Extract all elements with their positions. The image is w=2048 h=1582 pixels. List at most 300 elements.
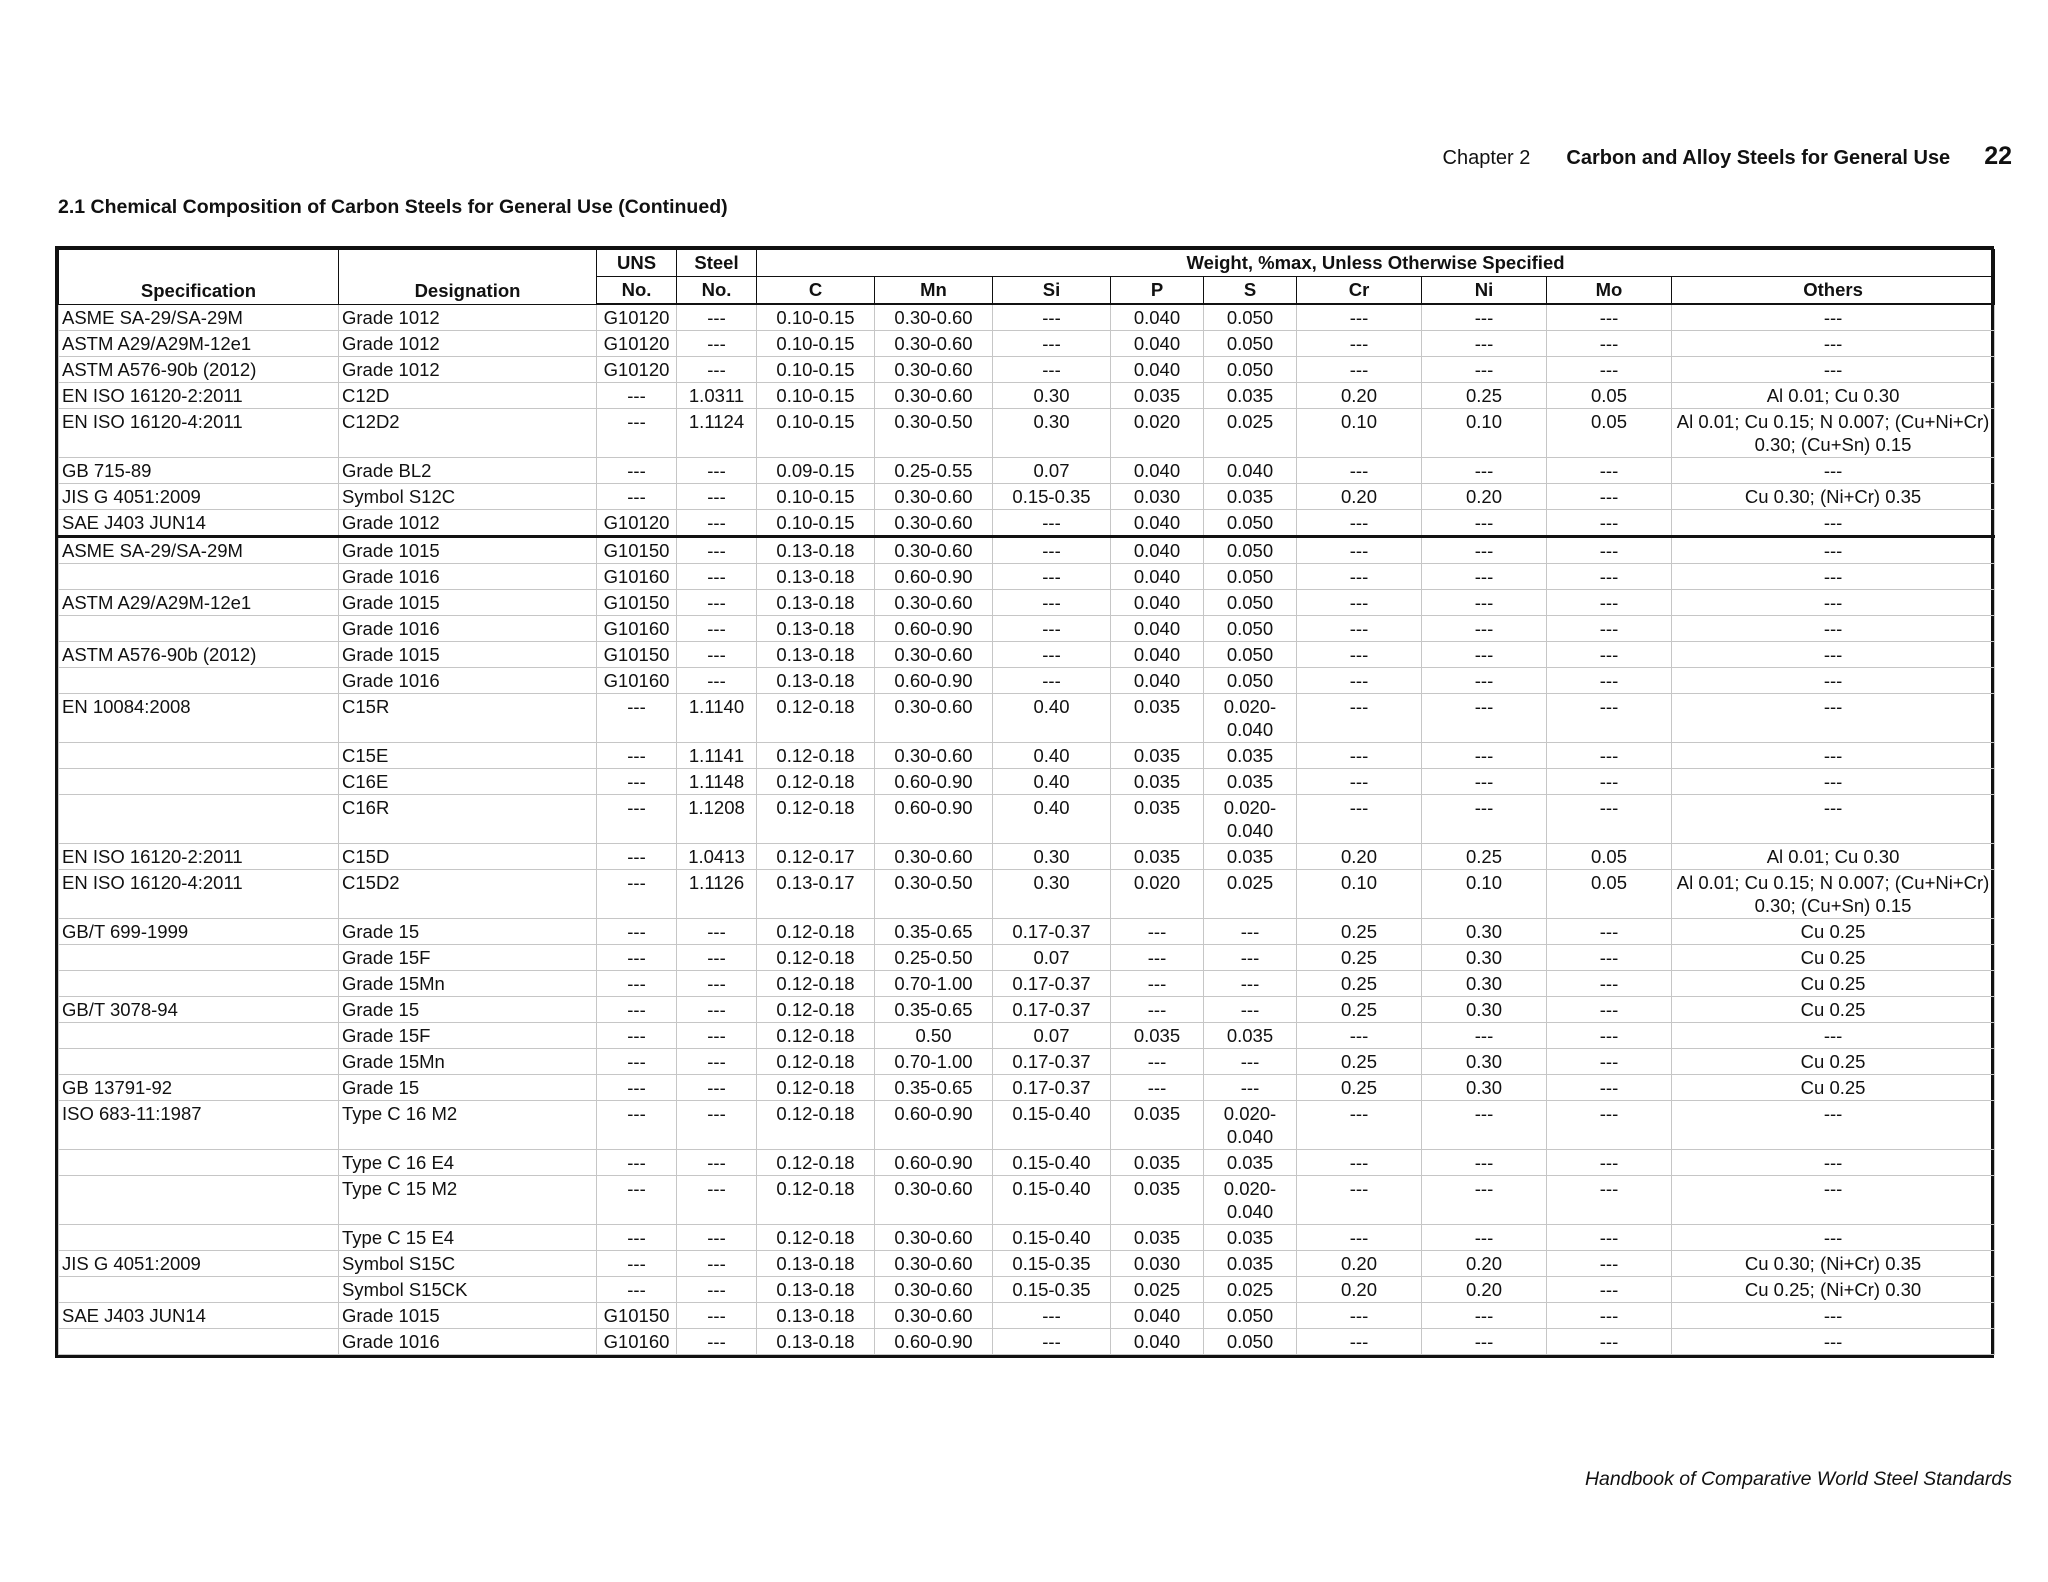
table-row [59,409,1995,458]
cell-others: --- [1672,769,1995,795]
cell-steel-no: 1.1140 [677,694,757,743]
cell-s: 0.035 [1204,484,1297,510]
header-uns-no: No. [597,277,677,305]
cell-mo: --- [1547,945,1672,971]
cell-c: 0.10-0.15 [757,357,875,383]
cell-si: 0.30 [993,870,1111,919]
cell-ni: --- [1422,743,1547,769]
section-title: 2.1 Chemical Composition of Carbon Steels for General Use (Continued) [58,196,728,218]
cell-others: --- [1672,564,1995,590]
cell-uns: --- [597,383,677,409]
cell-s: --- [1204,919,1297,945]
cell-uns: G10160 [597,1329,677,1355]
cell-s: --- [1204,1049,1297,1075]
cell-cr: --- [1297,743,1422,769]
cell-si: --- [993,1329,1111,1355]
cell-others: --- [1672,642,1995,668]
cell-mo: --- [1547,1075,1672,1101]
cell-uns: G10120 [597,331,677,357]
cell-others: --- [1672,1303,1995,1329]
cell-specification [59,743,339,769]
cell-others: --- [1672,1101,1995,1150]
cell-specification: EN ISO 16120-4:2011 [59,409,339,458]
cell-mn: 0.30-0.60 [875,1277,993,1303]
cell-si: 0.15-0.35 [993,1277,1111,1303]
cell-specification: ASME SA-29/SA-29M [59,537,339,564]
cell-mn: 0.30-0.60 [875,590,993,616]
cell-uns: G10160 [597,668,677,694]
cell-designation: C12D2 [339,409,597,458]
cell-steel-no: --- [677,1176,757,1225]
cell-si: 0.17-0.37 [993,919,1111,945]
cell-cr: --- [1297,616,1422,642]
cell-ni: 0.25 [1422,383,1547,409]
cell-others: Cu 0.25 [1672,1075,1995,1101]
cell-si: 0.07 [993,458,1111,484]
cell-specification [59,564,339,590]
cell-specification: JIS G 4051:2009 [59,1251,339,1277]
cell-c: 0.12-0.18 [757,997,875,1023]
cell-others: Al 0.01; Cu 0.30 [1672,844,1995,870]
cell-c: 0.10-0.15 [757,484,875,510]
cell-p: 0.040 [1111,537,1204,564]
cell-uns: --- [597,1101,677,1150]
cell-si: --- [993,1303,1111,1329]
cell-si: --- [993,590,1111,616]
cell-uns: G10150 [597,1303,677,1329]
cell-mo: --- [1547,1176,1672,1225]
cell-si: 0.40 [993,769,1111,795]
cell-others: --- [1672,331,1995,357]
cell-p: 0.035 [1111,1225,1204,1251]
cell-p: --- [1111,971,1204,997]
cell-uns: --- [597,1277,677,1303]
cell-p: 0.035 [1111,1023,1204,1049]
cell-ni: --- [1422,331,1547,357]
cell-steel-no: 1.0311 [677,383,757,409]
cell-uns: G10160 [597,616,677,642]
cell-c: 0.10-0.15 [757,510,875,537]
cell-p: 0.030 [1111,1251,1204,1277]
cell-designation: Grade 15F [339,1023,597,1049]
cell-p: 0.035 [1111,383,1204,409]
cell-specification: GB 13791-92 [59,1075,339,1101]
table-row [59,1150,1995,1176]
cell-cr: --- [1297,357,1422,383]
cell-c: 0.12-0.18 [757,1075,875,1101]
cell-cr: --- [1297,1176,1422,1225]
cell-mo: --- [1547,1023,1672,1049]
cell-ni: --- [1422,1329,1547,1355]
cell-steel-no: --- [677,1049,757,1075]
table-row [59,616,1995,642]
cell-others: --- [1672,795,1995,844]
cell-others: --- [1672,1176,1995,1225]
cell-steel-no: --- [677,668,757,694]
cell-mo: --- [1547,590,1672,616]
table-row [59,1277,1995,1303]
cell-uns: --- [597,409,677,458]
cell-designation: Grade BL2 [339,458,597,484]
cell-mo: --- [1547,1101,1672,1150]
cell-c: 0.12-0.18 [757,1101,875,1150]
cell-s: 0.020- 0.040 [1204,694,1297,743]
cell-mo: --- [1547,564,1672,590]
cell-ni: 0.30 [1422,971,1547,997]
cell-uns: --- [597,1023,677,1049]
cell-mo: --- [1547,331,1672,357]
cell-mn: 0.30-0.60 [875,1225,993,1251]
cell-p: 0.020 [1111,870,1204,919]
cell-steel-no: --- [677,1101,757,1150]
cell-specification: ASTM A576-90b (2012) [59,642,339,668]
cell-mo: 0.05 [1547,870,1672,919]
cell-mo: --- [1547,1329,1672,1355]
cell-ni: --- [1422,1101,1547,1150]
cell-si: 0.30 [993,409,1111,458]
cell-ni: --- [1422,590,1547,616]
cell-mn: 0.30-0.60 [875,743,993,769]
cell-cr: --- [1297,1150,1422,1176]
cell-mo: --- [1547,694,1672,743]
cell-designation: Grade 15 [339,1075,597,1101]
cell-c: 0.10-0.15 [757,383,875,409]
cell-others: --- [1672,1225,1995,1251]
cell-cr: 0.25 [1297,1075,1422,1101]
header-mn: Mn [875,277,993,305]
cell-cr: --- [1297,458,1422,484]
table-row [59,564,1995,590]
cell-c: 0.12-0.18 [757,1150,875,1176]
cell-mn: 0.70-1.00 [875,1049,993,1075]
cell-steel-no: --- [677,1023,757,1049]
cell-s: --- [1204,971,1297,997]
cell-s: 0.035 [1204,769,1297,795]
cell-designation: C15R [339,694,597,743]
cell-s: 0.035 [1204,383,1297,409]
cell-ni: --- [1422,694,1547,743]
cell-s: 0.035 [1204,1251,1297,1277]
cell-p: --- [1111,997,1204,1023]
cell-ni: --- [1422,357,1547,383]
cell-uns: --- [597,484,677,510]
cell-others: Cu 0.25 [1672,919,1995,945]
cell-p: 0.040 [1111,331,1204,357]
cell-mn: 0.30-0.60 [875,510,993,537]
cell-ni: --- [1422,458,1547,484]
cell-designation: C15D [339,844,597,870]
cell-p: --- [1111,1049,1204,1075]
cell-c: 0.12-0.18 [757,971,875,997]
cell-p: 0.035 [1111,795,1204,844]
cell-si: --- [993,331,1111,357]
table-row [59,743,1995,769]
cell-s: 0.050 [1204,564,1297,590]
cell-uns: G10120 [597,357,677,383]
cell-specification: SAE J403 JUN14 [59,510,339,537]
cell-steel-no: --- [677,1225,757,1251]
cell-s: 0.025 [1204,409,1297,458]
table-row [59,590,1995,616]
cell-mn: 0.30-0.50 [875,870,993,919]
header-si: Si [993,277,1111,305]
cell-cr: --- [1297,1329,1422,1355]
cell-others: Al 0.01; Cu 0.15; N 0.007; (Cu+Ni+Cr) 0.30; (Cu+Sn) 0.15 [1672,870,1995,919]
table-row [59,1023,1995,1049]
cell-mo: --- [1547,357,1672,383]
cell-s: 0.050 [1204,642,1297,668]
cell-steel-no: --- [677,971,757,997]
cell-si: --- [993,357,1111,383]
cell-p: 0.040 [1111,510,1204,537]
cell-steel-no: --- [677,1150,757,1176]
table-row [59,1075,1995,1101]
cell-others: --- [1672,590,1995,616]
cell-p: 0.040 [1111,304,1204,331]
cell-designation: Grade 1016 [339,616,597,642]
cell-si: 0.15-0.40 [993,1150,1111,1176]
cell-ni: --- [1422,510,1547,537]
cell-uns: G10160 [597,564,677,590]
cell-steel-no: 1.1148 [677,769,757,795]
cell-steel-no: --- [677,357,757,383]
cell-ni: --- [1422,795,1547,844]
cell-si: --- [993,510,1111,537]
chapter-title: Carbon and Alloy Steels for General Use [1566,147,1951,169]
cell-c: 0.13-0.18 [757,590,875,616]
cell-ni: 0.30 [1422,997,1547,1023]
cell-si: 0.17-0.37 [993,1049,1111,1075]
header-weight: Weight, %max, Unless Otherwise Specified [757,250,1995,277]
cell-specification [59,616,339,642]
cell-s: 0.050 [1204,304,1297,331]
cell-steel-no: --- [677,997,757,1023]
cell-others: Al 0.01; Cu 0.15; N 0.007; (Cu+Ni+Cr) 0.30; (Cu+Sn) 0.15 [1672,409,1995,458]
cell-designation: Grade 1015 [339,642,597,668]
header-uns: UNS [597,250,677,277]
cell-others: --- [1672,668,1995,694]
cell-others: --- [1672,1150,1995,1176]
cell-ni: --- [1422,616,1547,642]
header-designation: Designation [339,250,597,305]
cell-si: 0.40 [993,795,1111,844]
cell-designation: Symbol S15C [339,1251,597,1277]
cell-mo: --- [1547,668,1672,694]
cell-ni: --- [1422,564,1547,590]
cell-mn: 0.60-0.90 [875,1101,993,1150]
header-mo: Mo [1547,277,1672,305]
cell-cr: 0.25 [1297,997,1422,1023]
cell-designation: Grade 15 [339,997,597,1023]
cell-ni: --- [1422,1176,1547,1225]
cell-cr: --- [1297,1303,1422,1329]
cell-steel-no: 1.0413 [677,844,757,870]
cell-specification: EN ISO 16120-4:2011 [59,870,339,919]
cell-others: --- [1672,304,1995,331]
cell-si: 0.17-0.37 [993,997,1111,1023]
cell-si: --- [993,564,1111,590]
table-row [59,769,1995,795]
cell-mn: 0.70-1.00 [875,971,993,997]
cell-steel-no: 1.1124 [677,409,757,458]
cell-p: 0.040 [1111,590,1204,616]
cell-specification: GB 715-89 [59,458,339,484]
cell-specification: ASME SA-29/SA-29M [59,304,339,331]
cell-p: --- [1111,945,1204,971]
cell-c: 0.12-0.18 [757,743,875,769]
cell-cr: --- [1297,590,1422,616]
cell-cr: 0.20 [1297,1251,1422,1277]
cell-designation: Grade 1016 [339,564,597,590]
cell-mn: 0.60-0.90 [875,795,993,844]
cell-designation: C16R [339,795,597,844]
cell-specification [59,1150,339,1176]
cell-s: 0.050 [1204,537,1297,564]
table-row [59,668,1995,694]
cell-s: 0.035 [1204,1225,1297,1251]
cell-c: 0.12-0.18 [757,694,875,743]
cell-mn: 0.30-0.60 [875,844,993,870]
cell-others: Cu 0.25 [1672,997,1995,1023]
cell-mn: 0.60-0.90 [875,1150,993,1176]
cell-mo: --- [1547,1150,1672,1176]
cell-others: Cu 0.25 [1672,945,1995,971]
cell-mo: --- [1547,1049,1672,1075]
cell-ni: --- [1422,304,1547,331]
cell-others: --- [1672,1329,1995,1355]
cell-mn: 0.30-0.60 [875,694,993,743]
cell-p: 0.040 [1111,616,1204,642]
cell-cr: --- [1297,304,1422,331]
header-p: P [1111,277,1204,305]
cell-uns: --- [597,1225,677,1251]
cell-s: 0.050 [1204,1303,1297,1329]
table-row [59,870,1995,919]
cell-ni: --- [1422,1150,1547,1176]
cell-ni: --- [1422,642,1547,668]
cell-designation: Grade 1016 [339,1329,597,1355]
cell-c: 0.12-0.18 [757,1049,875,1075]
cell-uns: --- [597,694,677,743]
cell-uns: --- [597,1251,677,1277]
composition-table [55,246,1994,1358]
cell-c: 0.13-0.18 [757,564,875,590]
cell-mn: 0.35-0.65 [875,1075,993,1101]
table-row [59,1251,1995,1277]
cell-designation: Grade 15 [339,919,597,945]
cell-mn: 0.30-0.60 [875,537,993,564]
cell-uns: --- [597,769,677,795]
cell-others: Al 0.01; Cu 0.30 [1672,383,1995,409]
cell-designation: Type C 15 M2 [339,1176,597,1225]
cell-specification [59,1049,339,1075]
table-row [59,1329,1995,1355]
cell-designation: Symbol S12C [339,484,597,510]
cell-c: 0.13-0.18 [757,1303,875,1329]
cell-mn: 0.25-0.50 [875,945,993,971]
cell-uns: G10120 [597,304,677,331]
cell-s: 0.035 [1204,743,1297,769]
header-others: Others [1672,277,1995,305]
cell-ni: --- [1422,668,1547,694]
cell-p: --- [1111,919,1204,945]
cell-steel-no: --- [677,616,757,642]
cell-c: 0.13-0.18 [757,668,875,694]
cell-cr: --- [1297,510,1422,537]
cell-specification: EN 10084:2008 [59,694,339,743]
cell-steel-no: --- [677,510,757,537]
table-row [59,458,1995,484]
cell-p: 0.035 [1111,694,1204,743]
table-row [59,331,1995,357]
cell-c: 0.12-0.18 [757,945,875,971]
cell-uns: --- [597,919,677,945]
cell-s: --- [1204,997,1297,1023]
cell-s: 0.035 [1204,844,1297,870]
cell-uns: G10150 [597,642,677,668]
cell-c: 0.10-0.15 [757,409,875,458]
cell-si: --- [993,537,1111,564]
cell-designation: Type C 16 M2 [339,1101,597,1150]
cell-specification [59,945,339,971]
cell-others: Cu 0.25 [1672,971,1995,997]
cell-si: 0.07 [993,1023,1111,1049]
table-row [59,1303,1995,1329]
cell-designation: Grade 1012 [339,357,597,383]
table-row [59,945,1995,971]
cell-si: 0.15-0.40 [993,1101,1111,1150]
cell-mn: 0.35-0.65 [875,997,993,1023]
cell-c: 0.09-0.15 [757,458,875,484]
cell-ni: --- [1422,1225,1547,1251]
cell-specification: GB/T 3078-94 [59,997,339,1023]
cell-p: 0.035 [1111,1150,1204,1176]
cell-mo: --- [1547,1277,1672,1303]
cell-uns: --- [597,795,677,844]
cell-mn: 0.60-0.90 [875,769,993,795]
cell-si: --- [993,304,1111,331]
cell-mn: 0.30-0.60 [875,383,993,409]
header-steel: Steel [677,250,757,277]
cell-uns: --- [597,1176,677,1225]
cell-p: 0.040 [1111,668,1204,694]
cell-designation: Type C 15 E4 [339,1225,597,1251]
cell-designation: C12D [339,383,597,409]
cell-s: --- [1204,1075,1297,1101]
cell-specification [59,971,339,997]
cell-specification [59,1277,339,1303]
cell-mo: 0.05 [1547,844,1672,870]
cell-designation: Grade 1015 [339,1303,597,1329]
cell-ni: 0.30 [1422,919,1547,945]
cell-p: 0.040 [1111,458,1204,484]
cell-si: 0.40 [993,694,1111,743]
cell-p: 0.040 [1111,1303,1204,1329]
header-ni: Ni [1422,277,1547,305]
cell-specification [59,795,339,844]
cell-mo: --- [1547,510,1672,537]
cell-s: 0.020- 0.040 [1204,1101,1297,1150]
cell-p: 0.040 [1111,1329,1204,1355]
cell-designation: Type C 16 E4 [339,1150,597,1176]
table-row [59,357,1995,383]
cell-uns: --- [597,743,677,769]
cell-c: 0.13-0.18 [757,1277,875,1303]
header-cr: Cr [1297,277,1422,305]
table-row [59,642,1995,668]
cell-uns: --- [597,458,677,484]
cell-mn: 0.50 [875,1023,993,1049]
